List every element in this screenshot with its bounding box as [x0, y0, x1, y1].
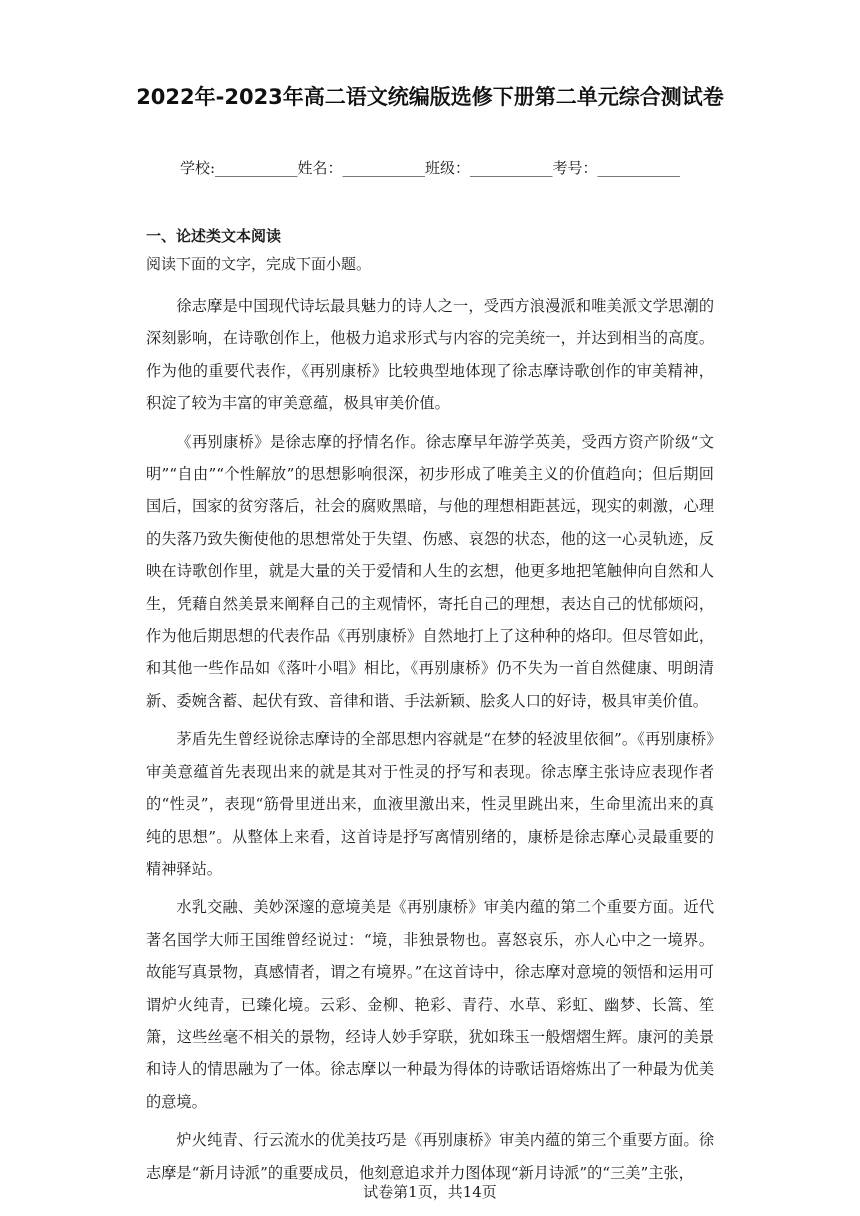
passage-paragraph-1: 徐志摩是中国现代诗坛最具魅力的诗人之一，受西方浪漫派和唯美派文学思潮的深刻影响，在诗歌创作上，他极力追求形式与内容的完美统一，并达到相当的高度。作为他的重要代表作，《再别康桥》比较典型地体现了徐志摩诗歌创作的审美精神，积淀了较为丰富的审美意蕴，极具审美价值。: [146, 297, 714, 413]
page-footer: 试卷第1页，共14页: [363, 1183, 497, 1201]
passage-paragraph-5: 炉火纯青、行云流水的优美技巧是《再别康桥》审美内蕴的第三个重要方面。徐志摩是“新月诗派”的重要成员，他刻意追求并力图体现“新月诗派”的“三美”主张，: [146, 1131, 714, 1182]
passage: [146, 290, 714, 1189]
student-info-line: 学校:___________姓名：___________班级：___________考号：___________: [179, 159, 681, 177]
exam-title: 2022年-2023年高二语文统编版选修下册第二单元综合测试卷: [136, 85, 724, 109]
instruction-text: 阅读下面的文字，完成下面小题。: [146, 255, 372, 273]
section-heading: 一、论述类文本阅读: [146, 227, 282, 245]
passage-paragraph-3: 茅盾先生曾经说徐志摩诗的全部思想内容就是“在梦的轻波里依徊”。《再别康桥》审美意蕴首先表现出来的就是其对于性灵的抒写和表现。徐志摩主张诗应表现作者的“性灵”，表现“筋骨里迸出来，血液里激出来，性灵里跳出来，生命里流出来的真纯的思想”。从整体上来看，这首诗是抒写离情别绪的，康桥是徐志摩心灵最重要的精神驿站。: [146, 730, 714, 878]
passage-paragraph-2: 《再别康桥》是徐志摩的抒情名作。徐志摩早年游学英美，受西方资产阶级“文明”“自由”“个性解放”的思想影响很深，初步形成了唯美主义的价值趋向；但后期回国后，国家的贫穷落后，社会的腐败黑暗，与他的理想相距甚远，现实的刺激，心理的失落乃致失衡使他的思想常处于失望、伤感、哀怨的状态，他的这一心灵轨迹，反映在诗歌创作里，就是大量的关于爱情和人生的玄想，他更多地把笔触伸向自然和人生，凭藉自然美景来阐释自己的主观情怀，寄托自己的理想，表达自己的忧郁烦闷，作为他后期思想的代表作品《再别康桥》自然地打上了这种种的烙印。但尽管如此，和其他一些作品如《落叶小唱》相比，《再别康桥》仍不失为一首自然健康、明朗清新、委婉含蓄、起伏有致、音律和谐、手法新颖、脍炙人口的好诗，极具审美价值。: [146, 432, 714, 710]
passage-paragraph-4: 水乳交融、美妙深邃的意境美是《再别康桥》审美内蕴的第二个重要方面。近代著名国学大师王国维曾经说过：“境，非独景物也。喜怒哀乐，亦人心中之一境界。故能写真景物，真感情者，谓之有境界。”在这首诗中，徐志摩对意境的领悟和运用可谓炉火纯青，已臻化境。云彩、金柳、艳彩、青荇、水草、彩虹、幽梦、长篙、笙箫，这些丝毫不相关的景物，经诗人妙手穿联，犹如珠玉一般熠熠生辉。康河的美景和诗人的情思融为了一体。徐志摩以一种最为得体的诗歌话语熔炼出了一种最为优美的意境。: [146, 898, 714, 1111]
